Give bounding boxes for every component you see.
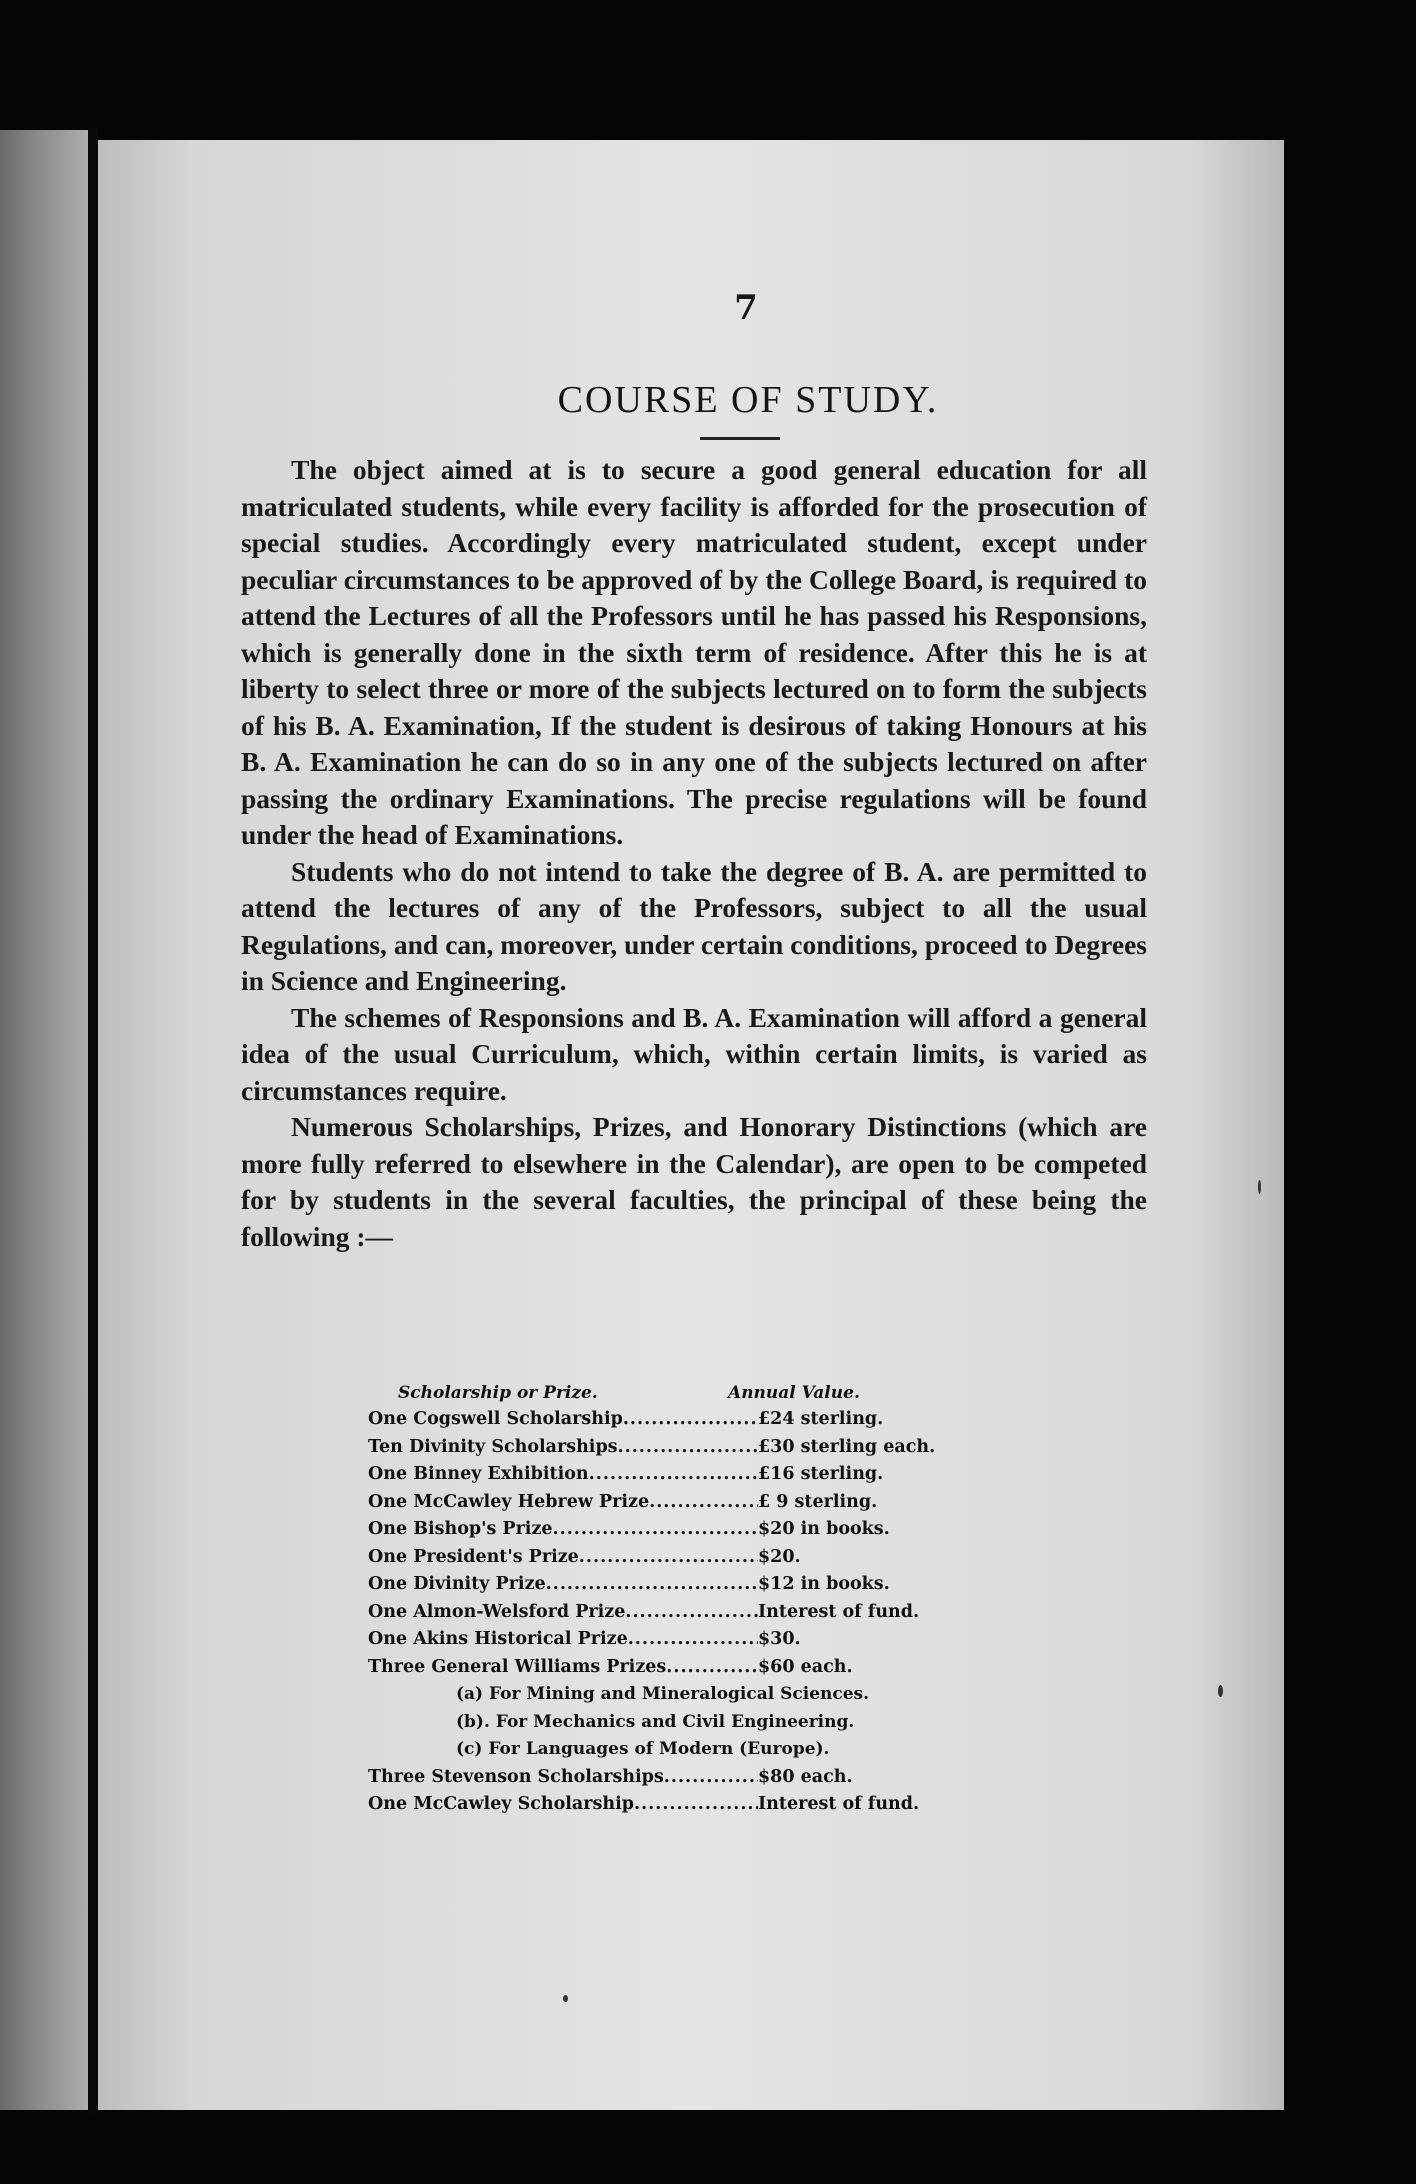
row-name: One President's Prize (368, 1546, 579, 1567)
sub-item: (b). For Mechanics and Civil Engineering. (456, 1711, 855, 1732)
row-name: Three General Williams Prizes (368, 1656, 667, 1677)
leader-dots (664, 1764, 758, 1792)
page-title: COURSE OF STUDY. (557, 379, 939, 421)
row-value: $20. (758, 1546, 801, 1567)
adjacent-page-edge (0, 130, 92, 2110)
leader-dots (628, 1626, 758, 1654)
row-name: One Cogswell Scholarship (368, 1409, 623, 1429)
table-row (368, 1626, 948, 1654)
table-row (368, 1791, 948, 1819)
row-name: One McCawley Hebrew Prize (368, 1491, 650, 1512)
row-value: $80 each. (758, 1766, 853, 1787)
row-name: One Almon-Welsford Prize (368, 1601, 626, 1622)
page-number: 7 (734, 288, 758, 328)
paragraph-non-degree-students: Students who do not intend to take the degree of B. A. are permitted to attend the lectures of any of the Professors, subject to all the usual Regulations, and can, moreover, under certain conditions, proceed to Degrees in Science and Engineering. (241, 855, 1147, 996)
binding-spine (88, 128, 98, 2113)
leader-dots (618, 1434, 758, 1462)
row-value: Interest of fund. (758, 1601, 920, 1622)
row-value: $30. (758, 1629, 801, 1649)
scan-speck (1258, 1180, 1261, 1194)
sub-item: (a) For Mining and Mineralogical Sciences. (456, 1684, 870, 1704)
table-row (368, 1461, 948, 1489)
leader-dots (579, 1544, 758, 1572)
leader-dots (623, 1406, 758, 1434)
sub-item: (c) For Languages of Modern (Europe). (456, 1739, 830, 1759)
paragraph-object: The object aimed at is to secure a good general education for all matriculated students, while every facility is afforded for the prosecution of special studies. Accordingly every matriculated student, except under peculiar circumstances to be approved of by the College Board, is required to attend the Lectures of all the Professors until he has passed his Responsions, which is generally done in the sixth term of residence. After this he is at liberty to select three or more of the subjects lectured on to form the subjects of his B. A. Examination, If the student is desirous of taking Honours at his B. A. Examination he can do so in any one of the subjects lectured on after passing the ordinary Examinations. The precise regulations will be found under the head of Examinations. (241, 454, 1147, 850)
body-text (241, 452, 1147, 1255)
row-value: $20 in books. (758, 1519, 890, 1539)
row-value: £ 9 sterling. (758, 1491, 878, 1512)
table-rows (368, 1406, 948, 1819)
leader-dots (649, 1489, 758, 1517)
row-value: $12 in books. (758, 1574, 890, 1594)
leader-dots (666, 1654, 758, 1682)
row-value: £24 sterling. (758, 1409, 884, 1429)
table-row (368, 1764, 948, 1792)
table-row (368, 1434, 948, 1462)
table-header (368, 1380, 948, 1406)
table-row (368, 1516, 948, 1544)
row-name: One Bishop's Prize (368, 1519, 553, 1539)
row-name: One Divinity Prize (368, 1574, 546, 1594)
row-name: One Akins Historical Prize (368, 1629, 628, 1649)
scan-speck (1218, 1685, 1223, 1697)
table-row (368, 1599, 948, 1627)
row-value: $60 each. (758, 1656, 853, 1677)
leader-dots (634, 1791, 758, 1819)
row-name: One Binney Exhibition (368, 1464, 589, 1484)
table-row (368, 1406, 948, 1434)
table-row (368, 1654, 948, 1682)
row-value: £30 sterling each. (758, 1436, 936, 1457)
header-scholarship: Scholarship or Prize. (398, 1383, 598, 1403)
leader-dots (553, 1516, 758, 1544)
row-value: Interest of fund. (758, 1794, 920, 1814)
leader-dots (546, 1571, 758, 1599)
table-row (368, 1571, 948, 1599)
paragraph-scholarships: Numerous Scholarships, Prizes, and Honorary Distinctions (which are more fully referred to elsewhere in the Calendar), are open to be competed for by students in the several faculties, the principal of these being the following :— (241, 1111, 1147, 1252)
header-annual-value: Annual Value. (728, 1383, 860, 1403)
paragraph-schemes: The schemes of Responsions and B. A. Examination will afford a general idea of the usual Curriculum, which, within certain limits, is varied as circumstances require. (241, 1001, 1147, 1106)
row-name: One McCawley Scholarship (368, 1794, 634, 1814)
table-row (368, 1544, 948, 1572)
leader-dots (625, 1599, 758, 1627)
table-row (368, 1489, 948, 1517)
row-name: Three Stevenson Scholarships (368, 1766, 664, 1787)
scan-speck (563, 1995, 568, 2002)
row-name: Ten Divinity Scholarships (368, 1436, 618, 1457)
row-value: £16 sterling. (758, 1464, 884, 1484)
title-underline (700, 437, 780, 440)
scholarship-table (368, 1380, 948, 1819)
document-page (98, 140, 1284, 2110)
leader-dots (589, 1461, 758, 1489)
